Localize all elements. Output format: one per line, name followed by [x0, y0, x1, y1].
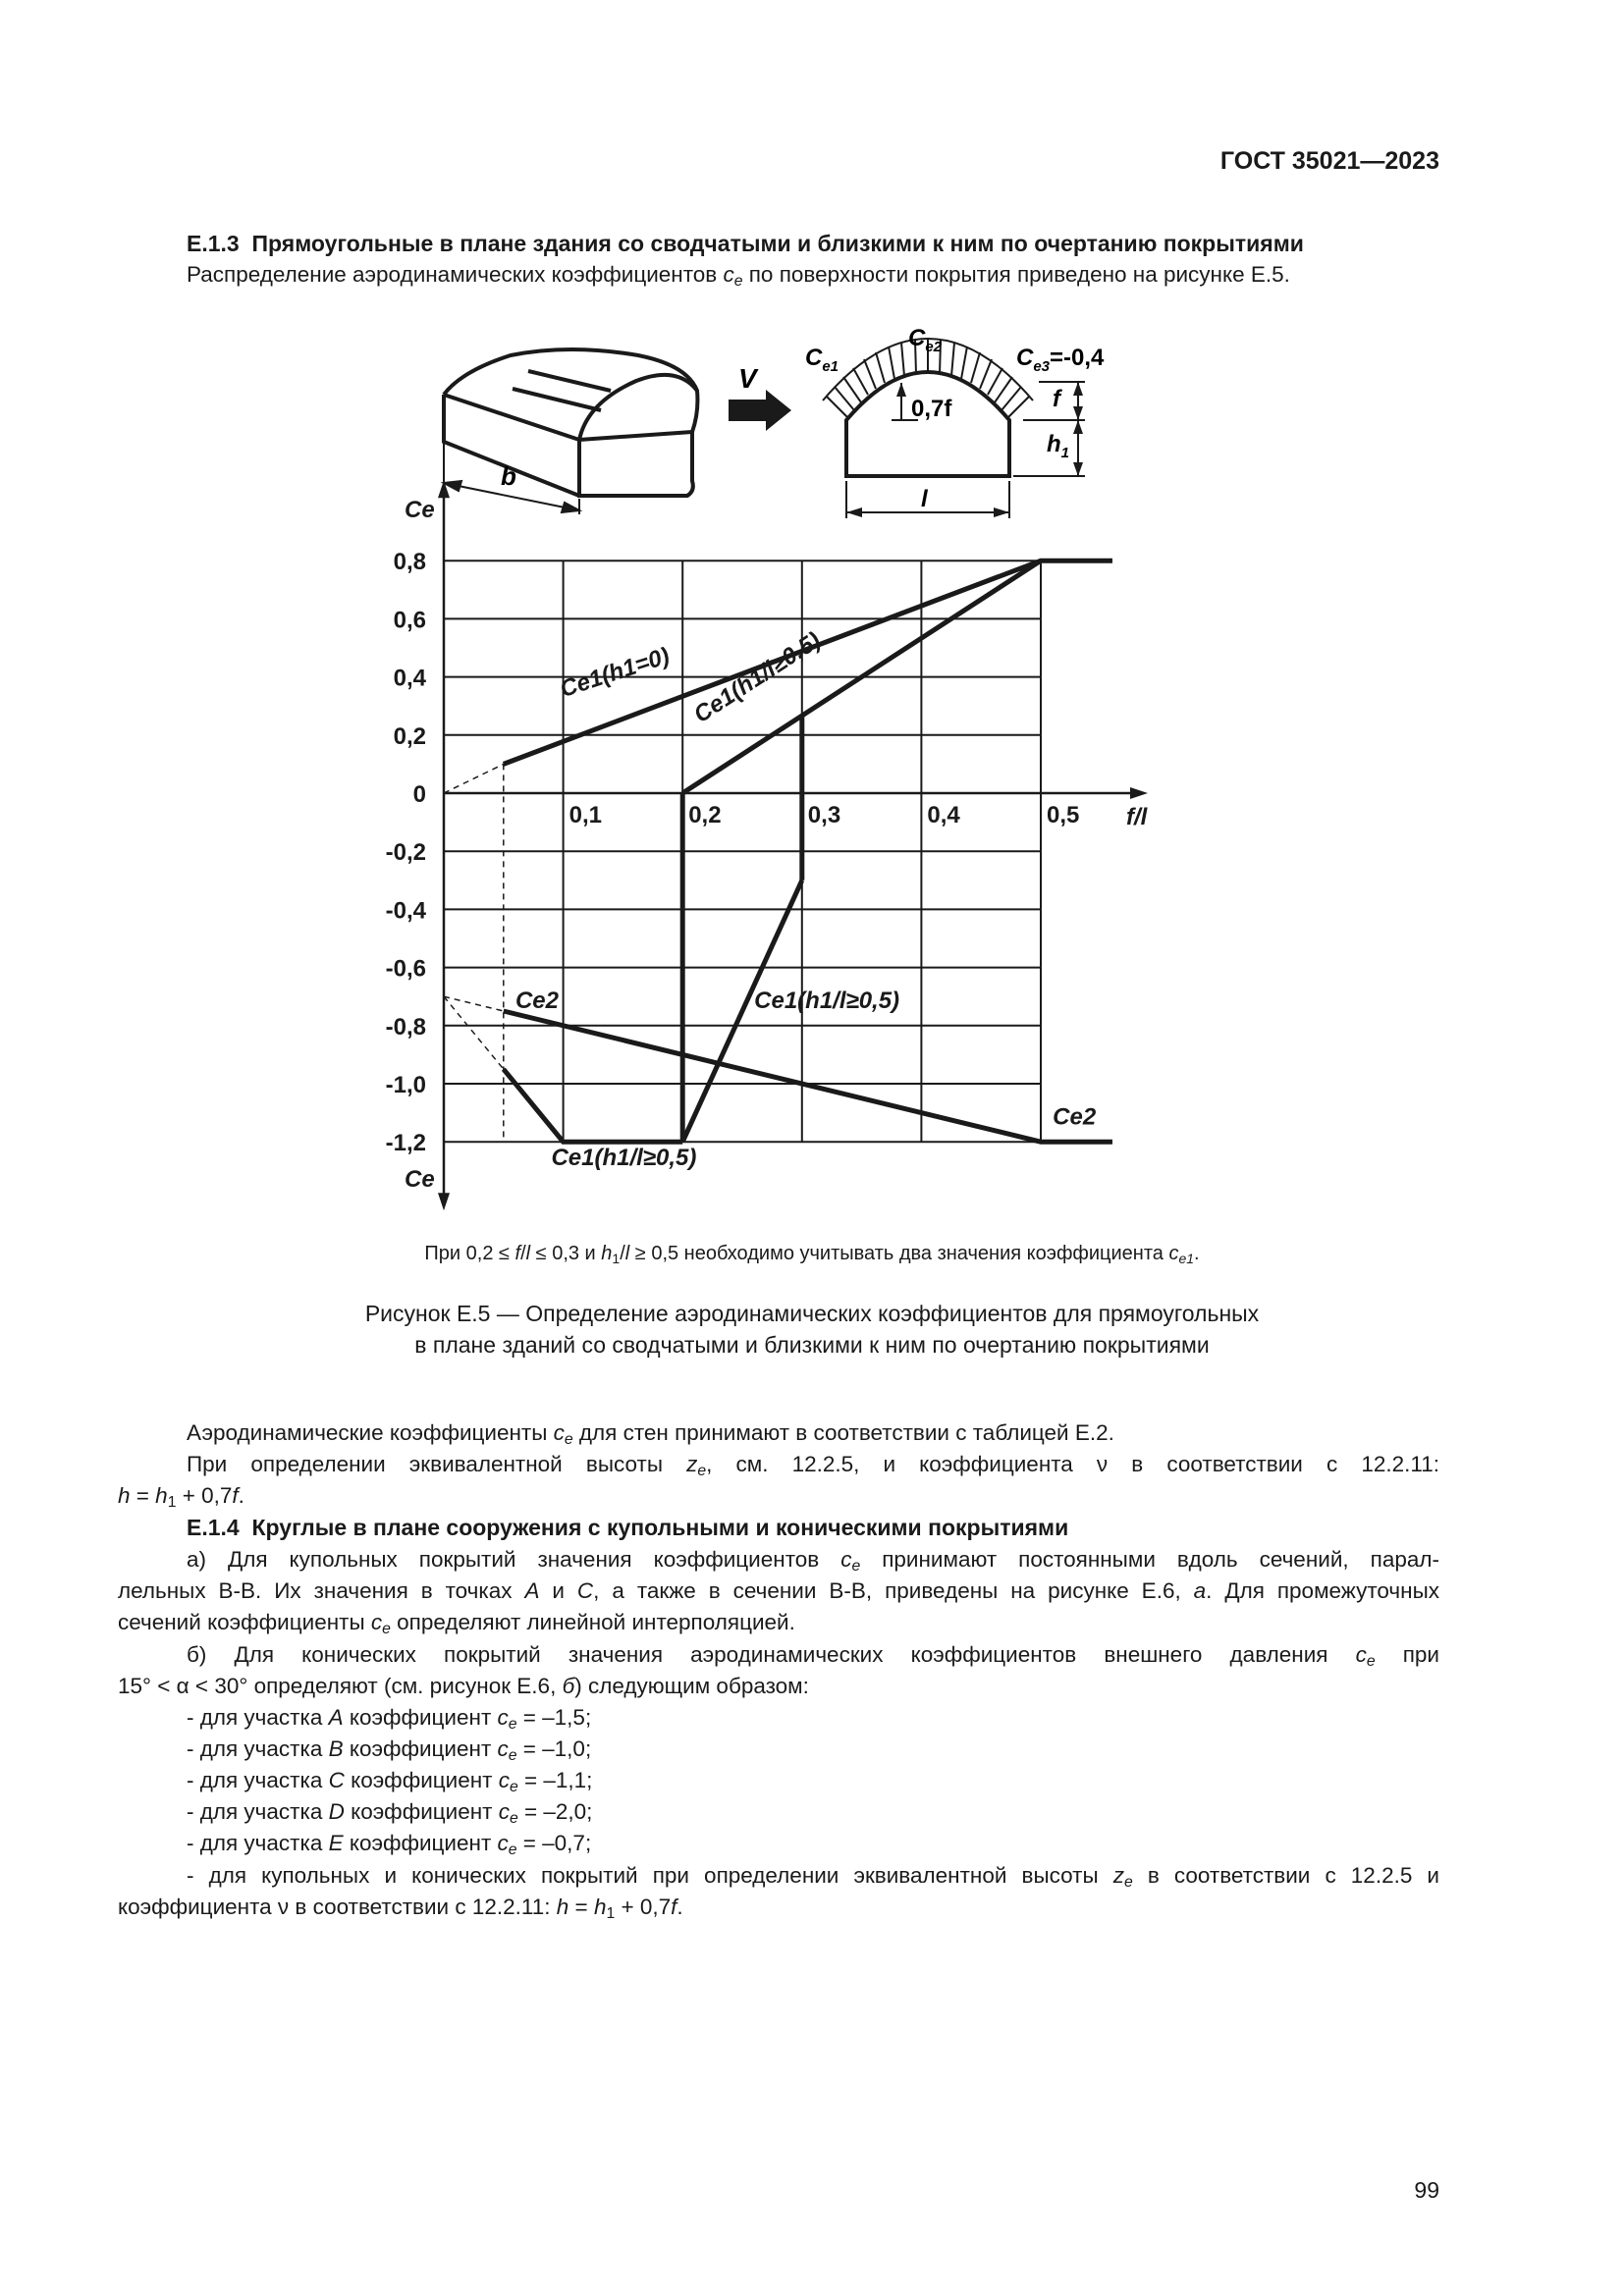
section-e14-heading	[187, 1512, 1508, 1544]
y-axis-label-bottom: Ce	[405, 1166, 435, 1194]
y-axis-arrow-down	[438, 1193, 450, 1210]
x-axis-label: f/l	[1125, 804, 1148, 830]
series-annotation: Ce2	[1053, 1103, 1097, 1131]
y-tick-label: 0,4	[393, 665, 426, 692]
label-ce1: $C_{e1}$	[805, 345, 839, 375]
y-tick-label: 0,6	[393, 607, 426, 634]
series-annotation: Ce2	[514, 988, 559, 1015]
y-tick-label: -0,2	[385, 839, 426, 867]
final-line1: - для купольных и конических покрытий при определении эквивалентной высоты $z_e$ в соответствии с 12.2.5 и	[187, 1863, 1440, 1891]
y-tick-label: -1,2	[385, 1130, 426, 1157]
list-item: - для участка В коэффициент $c_e = -1,0$;	[187, 1736, 592, 1764]
wind-arrow	[729, 390, 791, 431]
series-line	[504, 1011, 1112, 1142]
label-h1: $h_1$	[1047, 431, 1070, 461]
section-e13-intro: Распределение аэродинамических коэффициентов $c_e$ по поверхности покрытия приведено на рисунке Е.5.	[187, 262, 1290, 290]
label-f: f	[1053, 386, 1060, 412]
eq-height-line2: $h = h_1 + 0,7f$.	[118, 1483, 244, 1511]
y-axis-label-top: Ce	[405, 497, 435, 524]
y-tick-label: 0,8	[393, 549, 426, 576]
cone-paragraph-line2: 15° < α < 30° определяют (см. рисунок Е.6, б) следующим образом:	[118, 1674, 809, 1698]
page-number: 99	[1414, 2177, 1439, 2203]
list-item: - для участка С коэффициент $c_e = -1,1$;	[187, 1768, 593, 1795]
section-e14-title: Круглые в плане сооружения с купольными и коническими покрытиями	[251, 1515, 1069, 1540]
x-tick-label: 0,5	[1047, 802, 1080, 828]
series-annotation: Ce1(h1=0)	[557, 642, 674, 704]
cone-paragraph-line1: б) Для конических покрытий значения аэродинамических коэффициентов внешнего давления $c_e$ при	[187, 1642, 1439, 1670]
walls-paragraph: Аэродинамические коэффициенты $c_e$ для стен принимают в соответствии с таблицей Е.2.	[187, 1420, 1114, 1448]
dome-paragraph-line3: сечений коэффициенты $c_e$ определяют линейной интерполяцией.	[118, 1610, 795, 1637]
x-tick-label: 0,4	[927, 802, 960, 828]
figure-caption-line1: Рисунок Е.5 — Определение аэродинамических коэффициентов для прямоугольных	[364, 1301, 1260, 1326]
label-rise: 0,7f	[911, 396, 952, 422]
y-tick-label: -1,0	[385, 1072, 426, 1098]
building-3d-sketch	[444, 349, 697, 496]
dashed-extension	[444, 996, 504, 1069]
standard-number: ГОСТ 35021—2023	[1219, 147, 1439, 175]
dashed-extension	[444, 764, 504, 793]
ce-chart	[386, 480, 1149, 1210]
label-ce2: $C_{e2}$	[908, 325, 943, 355]
dome-paragraph-line1: а) Для купольных покрытий значения коэффициентов $c_e$ принимают постоянными вдоль сечений, парал-	[187, 1547, 1439, 1575]
x-tick-label: 0,3	[807, 802, 841, 828]
figure-note: При 0,2 ≤ f/l ≤ 0,3 и $h_1/l \ge 0,5$ необходимо учитывать два значения коэффициента $c_{e1}$.	[424, 1243, 1200, 1266]
wind-label: V	[738, 363, 757, 394]
series-annotation: Ce1(h1/l≥0,5)	[754, 988, 900, 1015]
final-line2: коэффициента ν в соответствии с 12.2.11: $h = h_1 + 0,7f$.	[118, 1895, 683, 1922]
section-e13-title: Прямоугольные в плане здания со сводчатыми и близкими к ним по очертанию покрытиями	[251, 231, 1304, 256]
dome-paragraph-line2: лельных В-В. Их значения в точках А и С, а также в сечении В-В, приведены на рисунке Е.6, а. Для промежуточных	[118, 1578, 1439, 1603]
figure-caption-line2: в плане зданий со сводчатыми и близкими к ним по очертанию покрытиями	[414, 1332, 1210, 1358]
y-tick-label: -0,6	[385, 955, 426, 983]
label-ce3: $C_{e3}=-0,4$	[1016, 345, 1105, 375]
list-item: - для участка D коэффициент $c_e = -2,0$;	[187, 1799, 593, 1827]
section-e14-number: Е.1.4	[187, 1515, 240, 1540]
label-l: l	[921, 486, 928, 512]
series-annotation: Ce1(h1/l≥0,5)	[551, 1144, 697, 1171]
x-tick-label: 0,1	[568, 802, 602, 828]
y-tick-label: 0,2	[393, 722, 426, 750]
series-line	[504, 1069, 682, 1142]
dashed-extension	[444, 996, 504, 1011]
y-tick-label: -0,4	[385, 897, 426, 925]
list-item: - для участка А коэффициент $c_e = -1,5$;	[187, 1705, 592, 1733]
y-tick-label: 0	[412, 781, 426, 808]
eq-height-line1: При определении эквивалентной высоты $z_e$, см. 12.2.5, и коэффициента ν в соответствии с 12.2.11:	[187, 1452, 1439, 1479]
x-tick-label: 0,2	[688, 802, 722, 828]
series-line	[504, 561, 1112, 764]
section-e13-number: Е.1.3	[187, 231, 240, 256]
x-axis-arrow	[1130, 787, 1148, 799]
series-annotation: Ce1(h1/l≥0,5)	[689, 626, 826, 728]
y-tick-label: -0,8	[385, 1013, 426, 1041]
list-item: - для участка Е коэффициент $c_e = -0,7$;	[187, 1831, 592, 1858]
dim-b-label: b	[501, 461, 516, 491]
